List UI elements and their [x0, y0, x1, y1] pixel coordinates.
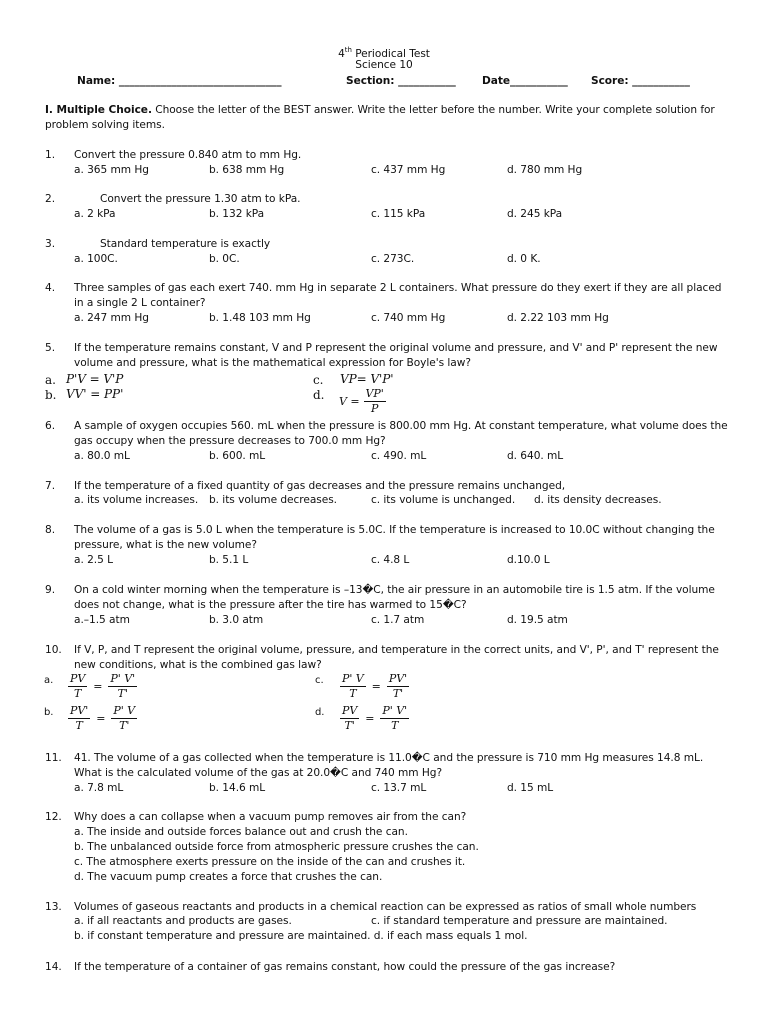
section-field: Section: ___________	[346, 75, 456, 87]
fraction	[111, 705, 137, 732]
choice-d-label: d.	[313, 388, 325, 402]
question-stem: 41. The volume of a gas collected when the temperature is 11.0�C and the pressure is 710 mm Hg measures 14.8 mL.	[74, 752, 704, 764]
choice-b: b. 14.6 mL	[209, 782, 266, 794]
choice-c: c. 1.7 atm	[371, 614, 425, 626]
choice-a: a. 247 mm Hg	[74, 312, 149, 324]
question-stem: in a single 2 L container?	[74, 297, 206, 309]
choice-a-label: a.	[45, 373, 56, 387]
choice-c: c. 273C.	[371, 253, 415, 265]
question-stem: If the temperature of a container of gas remains constant, how could the pressure of the gas increase?	[74, 961, 616, 973]
instructions-text: Choose the letter of the BEST answer. Write the letter before the number. Write your complete solution for	[151, 104, 715, 116]
choice-c: c. 4.8 L	[371, 554, 410, 566]
instructions-heading: I. Multiple Choice.	[45, 104, 152, 116]
choice-d: d. its density decreases.	[534, 494, 662, 506]
choice-c: c. The atmosphere exerts pressure on the inside of the can and crushes it.	[74, 856, 466, 868]
fraction-denominator: T	[75, 719, 83, 732]
subject-title: Science 10	[355, 59, 413, 71]
instructions-line-1	[45, 103, 715, 117]
fraction	[340, 705, 359, 732]
question-number: 10.	[45, 644, 62, 656]
fraction-numerator: P' V'	[382, 704, 408, 717]
choice-b-label: b.	[45, 388, 57, 402]
choice-c-label: c.	[313, 373, 324, 387]
equals-sign: =	[365, 712, 375, 725]
choice-b: b. 132 kPa	[209, 208, 265, 220]
equals-sign: =	[371, 680, 381, 693]
choice-d: d. 245 kPa	[507, 208, 563, 220]
choice-d: d. 2.22 103 mm Hg	[507, 312, 609, 324]
question-number: 2.	[45, 193, 56, 205]
choice-a: a. The inside and outside forces balance out and crush the can.	[74, 826, 408, 838]
fraction	[364, 388, 386, 415]
fraction	[68, 673, 87, 700]
choice-b-and-d: b. if constant temperature and pressure are maintained. d. if each mass equals 1 mol.	[74, 930, 528, 942]
title-number: 4	[338, 48, 345, 60]
question-stem: new conditions, what is the combined gas law?	[74, 659, 322, 671]
fraction-numerator: PV	[342, 704, 358, 717]
question-number: 12.	[45, 811, 62, 823]
choice-a-equation: P'V = V'P	[66, 372, 124, 386]
question-number: 13.	[45, 901, 62, 913]
choice-b-equation: VV' = PP'	[66, 387, 124, 401]
question-stem: Convert the pressure 0.840 atm to mm Hg.	[74, 149, 302, 161]
choice-c: c. 13.7 mL	[371, 782, 427, 794]
choice-a: a. 2.5 L	[74, 554, 113, 566]
fraction	[340, 673, 366, 700]
choice-b: b. 5.1 L	[209, 554, 249, 566]
choice-c-equation: VP= V'P'	[340, 372, 394, 386]
choice-d: d. 640. mL	[507, 450, 564, 462]
choice-d: d. The vacuum pump creates a force that crushes the can.	[74, 871, 383, 883]
question-number: 6.	[45, 420, 56, 432]
question-number: 5.	[45, 342, 56, 354]
fraction-numerator: PV'	[388, 672, 408, 685]
question-stem: On a cold winter morning when the temperature is –13�C, the air pressure in an automobile tire is 1.5 atm. If the volume	[74, 584, 715, 596]
choice-a: a. 80.0 mL	[74, 450, 130, 462]
choice-b: b. 638 mm Hg	[209, 164, 285, 176]
equals-sign: =	[93, 680, 103, 693]
choice-b: b. 3.0 atm	[209, 614, 264, 626]
question-stem: If V, P, and T represent the original volume, pressure, and temperature in the correct units, and V', P', and T' represent the	[74, 644, 719, 656]
choice-d-label: d.	[315, 707, 325, 718]
instructions-line-2: problem solving items.	[45, 119, 165, 131]
choice-b: b. its volume decreases.	[209, 494, 337, 506]
date-field: Date___________	[482, 75, 568, 87]
fraction-denominator: T	[391, 719, 399, 732]
fraction-denominator: T	[73, 687, 82, 700]
choice-b: b. 1.48 103 mm Hg	[209, 312, 311, 324]
question-stem: volume and pressure, what is the mathematical expression for Boyle's law?	[74, 357, 471, 369]
score-field: Score: ___________	[591, 75, 690, 87]
choice-d: d.10.0 L	[507, 554, 550, 566]
choice-a: a. 2 kPa	[74, 208, 116, 220]
fraction-numerator: PV	[70, 672, 86, 685]
choice-a: a. its volume increases.	[74, 494, 199, 506]
question-number: 11.	[45, 752, 62, 764]
choice-d-equation	[339, 388, 386, 415]
choice-a: a.–1.5 atm	[74, 614, 130, 626]
fraction	[108, 673, 137, 700]
question-stem: does not change, what is the pressure after the tire has warmed to 15�C?	[74, 599, 467, 611]
fraction-numerator: P' V	[342, 672, 364, 685]
question-stem: Why does a can collapse when a vacuum pump removes air from the can?	[74, 811, 467, 823]
fraction-numerator: P' V'	[110, 672, 136, 685]
question-number: 14.	[45, 961, 62, 973]
choice-c-equation	[340, 673, 409, 700]
name-field: Name: _______________________________	[77, 75, 282, 87]
fraction-numerator: VP'	[365, 387, 384, 400]
question-stem: Volumes of gaseous reactants and products in a chemical reaction can be expressed as ratios of small whole numbers	[74, 901, 697, 913]
question-number: 3.	[45, 238, 56, 250]
choice-c: c. 740 mm Hg	[371, 312, 446, 324]
choice-d: d. 780 mm Hg	[507, 164, 583, 176]
choice-a-equation	[68, 673, 137, 700]
choice-a: a. if all reactants and products are gases.	[74, 915, 292, 927]
question-number: 9.	[45, 584, 56, 596]
choice-d-equation	[340, 705, 409, 732]
title-superscript: th	[344, 46, 352, 54]
choice-b: b. 0C.	[209, 253, 240, 265]
question-number: 1.	[45, 149, 56, 161]
fraction	[387, 673, 409, 700]
fraction	[380, 705, 409, 732]
choice-d: d. 0 K.	[507, 253, 541, 265]
question-stem: A sample of oxygen occupies 560. mL when the pressure is 800.00 mm Hg. At constant temperature, what volume does the	[74, 420, 728, 432]
choice-c: c. 490. mL	[371, 450, 427, 462]
choice-b: b. The unbalanced outside force from atmospheric pressure crushes the can.	[74, 841, 479, 853]
question-stem: The volume of a gas is 5.0 L when the temperature is 5.0C. If the temperature is increased to 10.0C without changing the	[74, 524, 715, 536]
question-number: 8.	[45, 524, 56, 536]
choice-a: a. 7.8 mL	[74, 782, 124, 794]
choice-d: d. 19.5 atm	[507, 614, 568, 626]
fraction-numerator: P' V	[113, 704, 136, 717]
equals-sign: =	[96, 712, 106, 725]
question-stem: What is the calculated volume of the gas at 20.0�C and 740 mm Hg?	[74, 767, 443, 779]
choice-b: b. 600. mL	[209, 450, 266, 462]
choice-c: c. 437 mm Hg	[371, 164, 446, 176]
question-stem: Convert the pressure 1.30 atm to kPa.	[100, 193, 301, 205]
choice-d: d. 15 mL	[507, 782, 554, 794]
fraction-denominator: P	[370, 402, 379, 415]
choice-a: a. 100C.	[74, 253, 118, 265]
choice-a-label: a.	[44, 675, 54, 686]
question-stem: gas occupy when the pressure decreases to 700.0 mm Hg?	[74, 435, 386, 447]
question-stem: pressure, what is the new volume?	[74, 539, 257, 551]
choice-a: a. 365 mm Hg	[74, 164, 149, 176]
question-number: 7.	[45, 480, 56, 492]
title-text: Periodical Test	[351, 48, 430, 60]
fraction-denominator: T'	[344, 719, 355, 732]
question-stem: Standard temperature is exactly	[100, 238, 271, 250]
fraction-denominator: T	[349, 687, 357, 700]
question-stem: Three samples of gas each exert 740. mm Hg in separate 2 L containers. What pressure do they exert if they are all placed	[74, 282, 722, 294]
equation-lhs: V =	[339, 395, 360, 408]
choice-c-label: c.	[315, 675, 324, 686]
choice-c: c. its volume is unchanged.	[371, 494, 516, 506]
question-number: 4.	[45, 282, 56, 294]
choice-b-equation	[68, 705, 137, 732]
fraction-denominator: T'	[117, 687, 128, 700]
choice-b-label: b.	[44, 707, 54, 718]
fraction-denominator: T'	[119, 719, 130, 732]
fraction	[68, 705, 90, 732]
choice-c: c. 115 kPa	[371, 208, 426, 220]
choice-c: c. if standard temperature and pressure are maintained.	[371, 915, 668, 927]
fraction-numerator: PV'	[70, 704, 89, 717]
fraction-denominator: T'	[392, 687, 404, 700]
question-stem: If the temperature remains constant, V and P represent the original volume and pressure, and V' and P' represent the new	[74, 342, 718, 354]
question-stem: If the temperature of a fixed quantity of gas decreases and the pressure remains unchanged,	[74, 480, 566, 492]
